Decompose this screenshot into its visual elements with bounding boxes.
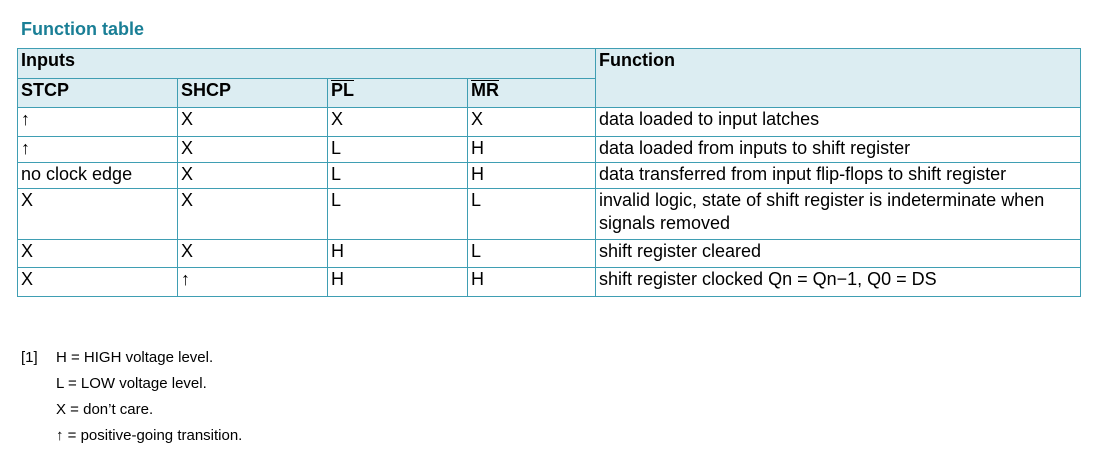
mr-cell: L — [468, 189, 596, 240]
function-cell: data transferred from input flip-flops to shift register — [596, 163, 1081, 189]
mr-cell: L — [468, 240, 596, 268]
shcp-cell: X — [178, 108, 328, 137]
table-row — [18, 108, 1081, 137]
function-table — [17, 48, 1081, 297]
function-cell: invalid logic, state of shift register is indeterminate when signals removed — [596, 189, 1081, 240]
table-row — [18, 189, 1081, 240]
pl-cell: L — [328, 163, 468, 189]
note-line — [21, 371, 242, 397]
pl-cell: H — [328, 240, 468, 268]
pl-label: PL — [331, 80, 355, 100]
table-row — [18, 163, 1081, 189]
function-header: Function — [596, 49, 1081, 108]
stcp-cell: ↑ — [18, 137, 178, 163]
mr-cell: H — [468, 268, 596, 297]
function-cell: shift register cleared — [596, 240, 1081, 268]
pl-cell: H — [328, 268, 468, 297]
stcp-cell: no clock edge — [18, 163, 178, 189]
pl-cell: X — [328, 108, 468, 137]
function-cell: data loaded from inputs to shift register — [596, 137, 1081, 163]
stcp-cell: ↑ — [18, 108, 178, 137]
function-cell: data loaded to input latches — [596, 108, 1081, 137]
shcp-cell: X — [178, 189, 328, 240]
note-line — [21, 423, 242, 449]
stcp-cell: X — [18, 240, 178, 268]
shcp-cell: X — [178, 137, 328, 163]
stcp-cell: X — [18, 189, 178, 240]
note-text: X = don’t care. — [56, 401, 154, 418]
stcp-cell: X — [18, 268, 178, 297]
note-text: H = HIGH voltage level. — [56, 349, 214, 366]
mr-cell: H — [468, 137, 596, 163]
table-title: Function table — [21, 19, 144, 39]
table-row — [18, 268, 1081, 297]
inputs-header: Inputs — [18, 49, 596, 79]
mr-label: MR — [471, 80, 499, 100]
pl-cell: L — [328, 137, 468, 163]
function-cell: shift register clocked Qn = Qn−1, Q0 = DS — [596, 268, 1081, 297]
shcp-cell: X — [178, 240, 328, 268]
note-ref: [1] — [21, 349, 38, 366]
pl-header — [328, 79, 468, 108]
pl-cell: L — [328, 189, 468, 240]
mr-header — [468, 79, 596, 108]
note-text: L = LOW voltage level. — [56, 375, 207, 392]
shcp-label: SHCP — [181, 80, 232, 100]
shcp-header — [178, 79, 328, 108]
stcp-header — [18, 79, 178, 108]
mr-cell: H — [468, 163, 596, 189]
note-line — [21, 397, 242, 423]
table-row — [18, 137, 1081, 163]
shcp-cell: X — [178, 163, 328, 189]
table-notes — [21, 345, 242, 449]
mr-cell: X — [468, 108, 596, 137]
table-row — [18, 240, 1081, 268]
note-line — [21, 345, 242, 371]
shcp-cell: ↑ — [178, 268, 328, 297]
stcp-label: STCP — [21, 80, 70, 100]
note-text: ↑ = positive-going transition. — [56, 427, 243, 444]
